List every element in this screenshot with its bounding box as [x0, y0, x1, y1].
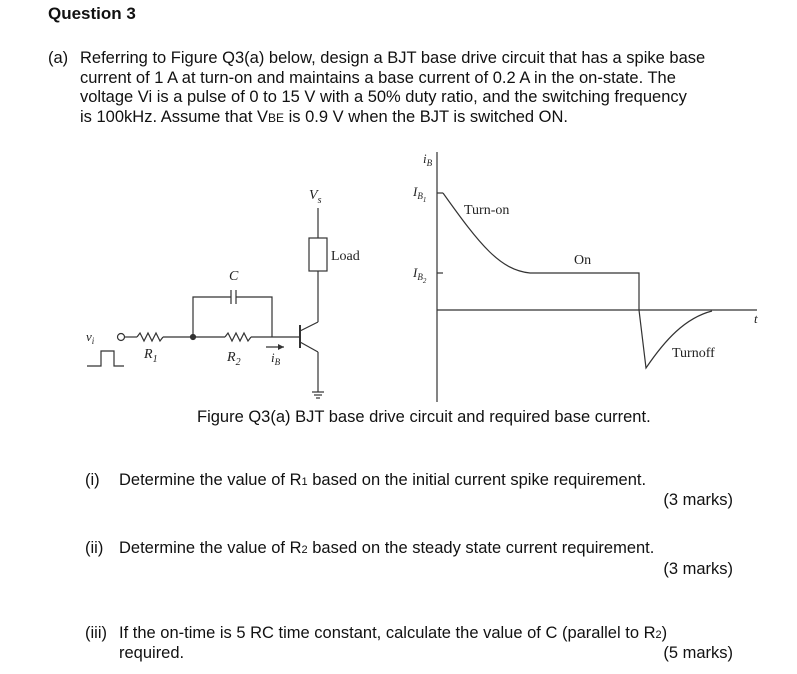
question-title: Question 3 [48, 4, 136, 23]
question-iii-sub: 2 [655, 629, 662, 641]
figure-caption: Figure Q3(a) BJT base drive circuit and required base current. [197, 408, 651, 426]
question-ii-text-b: based on the steady state current requirement. [307, 539, 655, 557]
question-iii-marks: (5 marks) [663, 644, 733, 662]
c-label: C [229, 269, 239, 284]
question-i-marks: (3 marks) [663, 491, 733, 509]
cap-wire-right [236, 297, 272, 337]
part-a-label: (a) [48, 49, 69, 67]
part-a-line-2: current of 1 A at turn-on and maintains a base current of 0.2 A in the on-state. The [80, 68, 676, 87]
r1-resistor [137, 333, 163, 341]
ib-label: $i_B$ [271, 350, 281, 367]
vi-terminal [118, 334, 125, 341]
ib2-label: $I_{B2}$ [413, 265, 427, 285]
question-i-number: (i) [85, 471, 100, 489]
part-a-text [80, 49, 733, 129]
r2-label: $R_2$ [227, 350, 241, 368]
r2-resistor [225, 333, 251, 341]
part-a-line-4a: is 100kHz. Assume that V [80, 108, 269, 127]
question-iii-text [119, 624, 733, 643]
graph-y-label: $i_B$ [423, 151, 433, 168]
bjt-collector [300, 322, 318, 331]
question-ii-text-a: Determine the value of R [119, 539, 302, 557]
question-iii-text-b: ) [661, 624, 668, 642]
question-iii-number: (iii) [85, 624, 107, 642]
part-a-line-1: Referring to Figure Q3(a) below, design a BJT base drive circuit that has a spike base [80, 49, 706, 67]
question-i-sub: 1 [301, 476, 308, 488]
turnoff-label: Turnoff [672, 346, 715, 361]
question-ii-sub: 2 [301, 544, 308, 556]
question-ii-number: (ii) [85, 539, 104, 557]
question-i-text-a: Determine the value of R [119, 471, 302, 489]
r1-label: $R_1$ [144, 347, 158, 365]
ib1-label: $I_{B1}$ [413, 184, 427, 204]
ib-arrow-head [278, 344, 284, 350]
question-ii-text [119, 539, 654, 558]
question-i-text [119, 471, 646, 490]
question-iii-text-a: If the on-time is 5 RC time constant, calculate the value of C (parallel to R [119, 624, 656, 642]
turn-on-label: Turn-on [464, 203, 510, 218]
vbe-subscript: BE [268, 111, 285, 126]
figure-q3a [0, 140, 797, 405]
cap-wire-left [193, 297, 231, 337]
vi-label: $v_i$ [86, 329, 95, 346]
question-i-text-b: based on the initial current spike requirement. [307, 471, 647, 489]
load-resistor [309, 238, 327, 271]
on-label: On [574, 253, 592, 268]
load-label: Load [331, 249, 360, 264]
pulse-symbol [87, 351, 124, 366]
part-a-line-4 [80, 108, 733, 129]
question-ii-marks: (3 marks) [663, 560, 733, 578]
question-iii-line2: required. [119, 644, 185, 662]
time-axis-label: t [754, 311, 758, 326]
vs-label: $V_s$ [309, 188, 322, 206]
part-a-line-4b: is 0.9 V when the BJT is switched ON. [284, 108, 569, 127]
part-a-line-3: voltage Vi is a pulse of 0 to 15 V with a 50% duty ratio, and the switching frequency [80, 88, 687, 107]
bjt-emitter [300, 342, 318, 352]
